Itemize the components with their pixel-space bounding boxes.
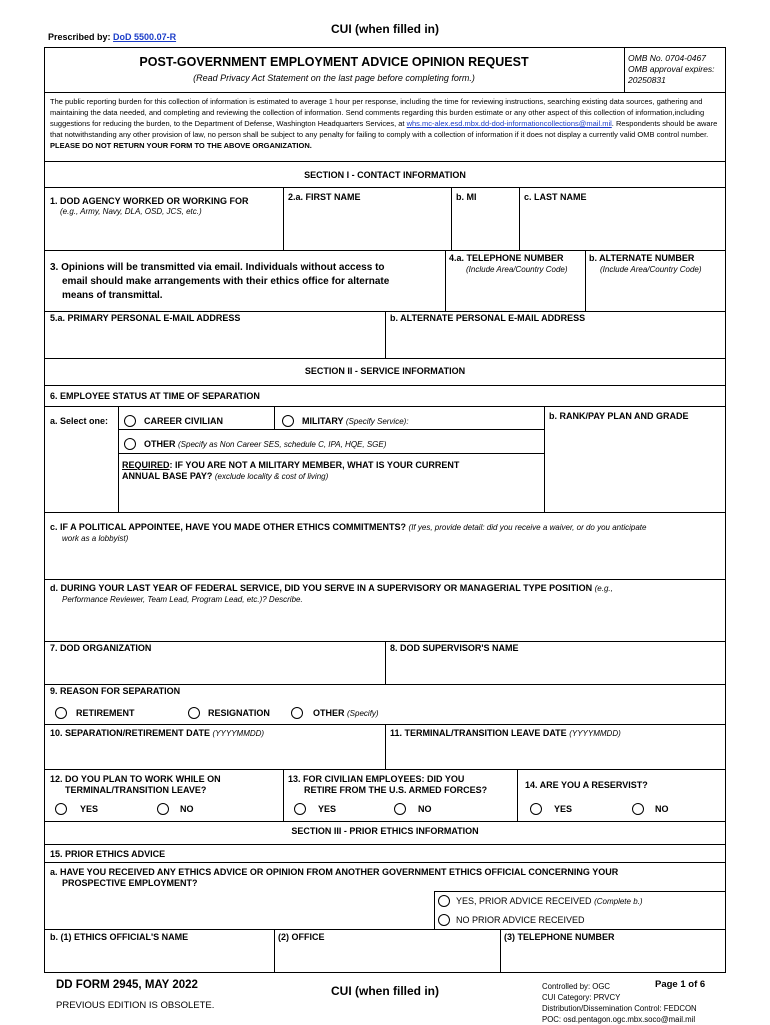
section-2-title: SECTION II - SERVICE INFORMATION: [304, 366, 466, 376]
q7-label: 7. DOD ORGANIZATION: [50, 643, 152, 653]
resignation-label: RESIGNATION: [208, 708, 270, 718]
military-service-input[interactable]: [425, 410, 541, 428]
agency-input[interactable]: [46, 218, 282, 248]
other-status-radio[interactable]: [124, 438, 136, 450]
previous-edition-note: PREVIOUS EDITION IS OBSOLETE.: [56, 1000, 215, 1011]
q14-no-label: NO: [655, 804, 669, 814]
resignation-radio[interactable]: [188, 707, 200, 719]
q12-no-label: NO: [180, 804, 194, 814]
q1-hint: (e.g., Army, Navy, DLA, OSD, JCS, etc.): [60, 207, 202, 216]
q11-label: 11. TERMINAL/TRANSITION LEAVE DATE (YYYYMMDD): [390, 728, 621, 738]
omb-approval: OMB approval expires:: [628, 64, 715, 74]
burden-email-link[interactable]: whs.mc-alex.esd.mbx.dd-dod-informationcollections@mail.mil: [406, 119, 612, 128]
q14-no-radio[interactable]: [632, 803, 644, 815]
telephone-input[interactable]: [447, 277, 583, 309]
q3-statement: 3. Opinions will be transmitted via email. Individuals without access to email should make arrangements with their ethics office for alternate means of transmittal.: [50, 262, 390, 301]
q4b-hint: (Include Area/Country Code): [600, 265, 702, 274]
q15b1-label: b. (1) ETHICS OFFICIAL'S NAME: [50, 932, 189, 942]
q9-label: 9. REASON FOR SEPARATION: [50, 686, 181, 696]
q12-label: 12. DO YOU PLAN TO WORK WHILE ON TERMINAL/TRANSITION LEAVE?: [50, 774, 221, 795]
prescribed-by-link[interactable]: DoD 5500.07-R: [113, 32, 177, 42]
annual-pay-question: REQUIRED: IF YOU ARE NOT A MILITARY MEMBER, WHAT IS YOUR CURRENT ANNUAL BASE PAY? (exclude locality & cost of living): [122, 460, 460, 481]
alternate-email-input[interactable]: [387, 326, 724, 356]
q5b-label: b. ALTERNATE PERSONAL E-MAIL ADDRESS: [390, 313, 586, 323]
yes-prior-advice-label: YES, PRIOR ADVICE RECEIVED (Complete b.): [456, 896, 643, 906]
cui-marking-bottom: CUI (when filled in): [331, 984, 439, 998]
q6a-label: a. Select one:: [50, 416, 109, 426]
q14-yes-label: YES: [554, 804, 573, 814]
section-1-title: SECTION I - CONTACT INFORMATION: [304, 170, 466, 180]
q4a-hint: (Include Area/Country Code): [466, 265, 568, 274]
retirement-radio[interactable]: [55, 707, 67, 719]
q15a-label: a. HAVE YOU RECEIVED ANY ETHICS ADVICE OR OPINION FROM ANOTHER GOVERNMENT ETHICS OFFICIAL CONCERNING YOUR PROSPECTIVE EMPLOYMENT?: [50, 867, 619, 888]
cui-category: CUI Category: PRVCY: [542, 993, 621, 1002]
last-name-input[interactable]: [521, 205, 724, 249]
page-number: Page 1 of 6: [655, 979, 706, 990]
ethics-commitments-input[interactable]: [46, 545, 724, 577]
prescribed-by: Prescribed by: DoD 5500.07-R: [48, 32, 177, 42]
mi-input[interactable]: [453, 205, 517, 249]
other-reason-radio[interactable]: [291, 707, 303, 719]
q13-label: 13. FOR CIVILIAN EMPLOYEES: DID YOU RETIRE FROM THE U.S. ARMED FORCES?: [288, 774, 488, 795]
q12-yes-label: YES: [80, 804, 99, 814]
retirement-label: RETIREMENT: [76, 708, 135, 718]
q5a-label: 5.a. PRIMARY PERSONAL E-MAIL ADDRESS: [50, 313, 241, 323]
q12-no-radio[interactable]: [157, 803, 169, 815]
q15-label: 15. PRIOR ETHICS ADVICE: [50, 849, 166, 859]
burden-statement: The public reporting burden for this collection of information is estimated to average 1 hour per response, including the time for reviewing instructions, searching existing data sources, gathering and maintaining the data needed, and completing and reviewing the collection of information. Send comments regarding this burden estimate or any other aspect of this collection of information,including suggestions for reducing the burden, to the Department of Defense, Washington Headquarters Services, at whs.mc-alex.esd.mbx.dd-dod-informationcollections@mail.mil. Respondents should be aware that notwithstanding any other provision of law, no person shall be subject to any penalty for failing to comply with a collection of information if it does not display a currently valid OMB control number. PLEASE DO NOT RETURN YOUR FORM TO THE ABOVE ORGANIZATION.: [50, 97, 718, 150]
omb-number: OMB No. 0704-0467: [628, 53, 706, 63]
yes-prior-advice-radio[interactable]: [438, 895, 450, 907]
cui-marking-top: CUI (when filled in): [331, 22, 439, 36]
ethics-official-name-input[interactable]: [46, 945, 272, 971]
first-name-input[interactable]: [285, 205, 450, 249]
burden-warning: PLEASE DO NOT RETURN YOUR FORM TO THE ABOVE ORGANIZATION.: [50, 141, 312, 150]
q14-label: 14. ARE YOU A RESERVIST?: [525, 780, 648, 790]
q15b2-label: (2) OFFICE: [278, 932, 325, 942]
other-reason-label: OTHER (Specify): [313, 708, 379, 718]
supervisory-position-input[interactable]: [46, 607, 724, 639]
q8-label: 8. DOD SUPERVISOR'S NAME: [390, 643, 519, 653]
q13-no-label: NO: [418, 804, 432, 814]
form-title: POST-GOVERNMENT EMPLOYMENT ADVICE OPINION REQUEST: [139, 55, 529, 69]
career-civilian-radio[interactable]: [124, 415, 136, 427]
q6b-label: b. RANK/PAY PLAN AND GRADE: [549, 411, 689, 421]
q6-label: 6. EMPLOYEE STATUS AT TIME OF SEPARATION: [50, 391, 260, 401]
q13-yes-label: YES: [318, 804, 337, 814]
q1-label: 1. DOD AGENCY WORKED OR WORKING FOR: [50, 196, 249, 206]
q13-yes-radio[interactable]: [294, 803, 306, 815]
military-label: MILITARY (Specify Service):: [302, 416, 409, 426]
separation-date-input[interactable]: [46, 741, 383, 767]
rank-grade-input[interactable]: [546, 424, 724, 510]
form-subtitle: (Read Privacy Act Statement on the last page before completing form.): [193, 73, 475, 83]
career-civilian-label: CAREER CIVILIAN: [144, 416, 224, 426]
omb-info: [628, 53, 714, 86]
dod-organization-input[interactable]: [46, 656, 383, 682]
office-input[interactable]: [276, 945, 498, 971]
q6d-label: d. DURING YOUR LAST YEAR OF FEDERAL SERVICE, DID YOU SERVE IN A SUPERVISORY OR MANAGERIAL TYPE POSITION (e.g., Performance Reviewer, Team Lead, Program Lead, etc.)? Describe.: [50, 583, 613, 604]
distribution-control: Distribution/Dissemination Control: FEDCON: [542, 1004, 697, 1013]
poc-email: POC: osd.pentagon.ogc.mbx.soco@mail.mil: [542, 1015, 696, 1024]
other-status-label: OTHER (Specify as Non Career SES, schedule C, IPA, HQE, SGE): [144, 439, 387, 449]
annual-pay-input[interactable]: [120, 484, 542, 510]
primary-email-input[interactable]: [46, 326, 383, 356]
q10-label: 10. SEPARATION/RETIREMENT DATE (YYYYMMDD): [50, 728, 265, 738]
ethics-telephone-input[interactable]: [502, 945, 724, 971]
q14-yes-radio[interactable]: [530, 803, 542, 815]
q6c-label: c. IF A POLITICAL APPOINTEE, HAVE YOU MADE OTHER ETHICS COMMITMENTS? (If yes, provide detail: did you receive a waiver, or do you anticipate work as a lobbyist): [50, 522, 647, 543]
q2a-label: 2.a. FIRST NAME: [288, 192, 361, 202]
q2b-label: b. MI: [456, 192, 477, 202]
military-radio[interactable]: [282, 415, 294, 427]
alternate-number-input[interactable]: [587, 277, 724, 309]
form-id: DD FORM 2945, MAY 2022: [56, 979, 198, 991]
q2c-label: c. LAST NAME: [524, 192, 587, 202]
other-reason-input[interactable]: [390, 702, 724, 722]
no-prior-advice-label: NO PRIOR ADVICE RECEIVED: [456, 915, 585, 925]
no-prior-advice-radio[interactable]: [438, 914, 450, 926]
omb-date: 20250831: [628, 75, 666, 85]
leave-date-input[interactable]: [387, 741, 724, 767]
controlled-by: Controlled by: OGC: [542, 982, 611, 991]
q4a-label: 4.a. TELEPHONE NUMBER: [449, 253, 564, 263]
q13-no-radio[interactable]: [394, 803, 406, 815]
supervisor-name-input[interactable]: [387, 656, 724, 682]
q15b3-label: (3) TELEPHONE NUMBER: [504, 932, 615, 942]
q12-yes-radio[interactable]: [55, 803, 67, 815]
q4b-label: b. ALTERNATE NUMBER: [589, 253, 695, 263]
section-3-title: SECTION III - PRIOR ETHICS INFORMATION: [291, 826, 479, 836]
